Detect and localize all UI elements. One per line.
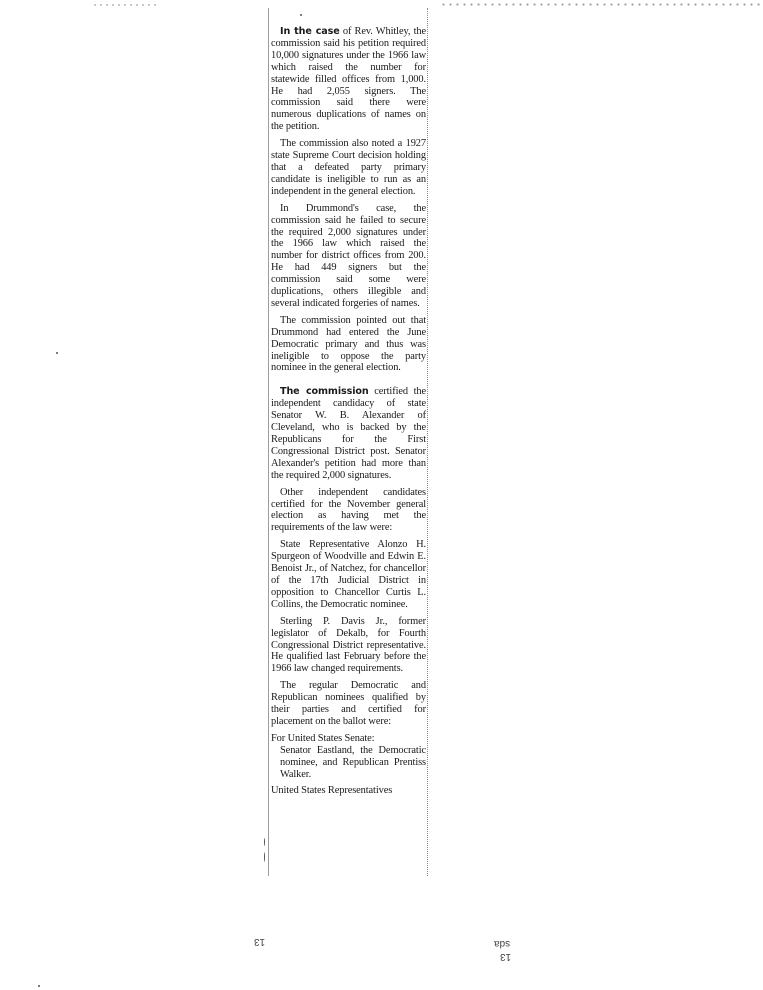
scan-artifact-dots [440, 3, 763, 6]
scan-artifact-dots [92, 4, 158, 6]
bleed-through-page-number: 13 [500, 951, 512, 962]
scan-speck [264, 838, 265, 846]
article-paragraph: Other independent candidates certified for the November general election as having met the requirements of the law were: [271, 486, 426, 534]
article-list-head: United States Representatives [271, 785, 393, 797]
article-list-item: Senator Eastland, the Democratic nominee, and Republican Prentiss Walker. [280, 744, 426, 780]
article-paragraph: The commission also noted a 1927 state Supreme Court decision holding that a defeated party primary candidate is ineligible to run as an independent in the general election. [271, 138, 426, 197]
article-paragraph: The commission pointed out that Drummond had entered the June Democratic primary and thus was ineligible to oppose the party nominee in the general election. [271, 314, 426, 374]
scan-speck [56, 352, 58, 354]
bleed-through-page-number: 13 [254, 936, 266, 947]
scan-speck [38, 985, 40, 987]
scan-speck [264, 852, 265, 862]
article-paragraph: The commission certified the independent candidacy of state Senator W. B. Alexander of Cleveland, who is backed by the Republicans for the First Congressional District post. Senator Alexander's petition had more than the required 2,000 signatures. [271, 386, 426, 481]
article-paragraph: State Representative Alonzo H. Spurgeon of Woodville and Edwin E. Benoist Jr., of Natchez, for chancellor of the 17th Judicial District in opposition to Chancellor Curtis L. Collins, the Democratic nominee. [271, 539, 426, 610]
article-paragraph: In the case of Rev. Whitley, the commission said his petition required 10,000 signatures under the 1966 law which raised the number for statewide filled offices from 1,000. He had 2,055 signers. The commission said there were numerous duplications of names on the petition. [271, 26, 426, 133]
paragraph-lead: The commission [280, 386, 369, 398]
bleed-through-text: sda [494, 938, 511, 949]
article-paragraph: The regular Democratic and Republican nominees qualified by their parties and certified for placement on the ballot were: [271, 680, 426, 727]
newspaper-clipping-column [268, 8, 428, 876]
article-paragraph: Sterling P. Davis Jr., former legislator of Dekalb, for Fourth Congressional District representative. He qualified last February before the 1966 law changed requirements. [271, 615, 426, 675]
paragraph-lead: In the case [280, 26, 340, 37]
article-paragraph: In Drummond's case, the commission said he failed to secure the required 2,000 signatures under the 1966 law which raised the number for district offices from 200. He had 449 signers but the commission said some were duplications, others illegible and several indicated forgeries of names. [271, 202, 426, 309]
article-list-head: For United States Senate: [271, 732, 375, 744]
